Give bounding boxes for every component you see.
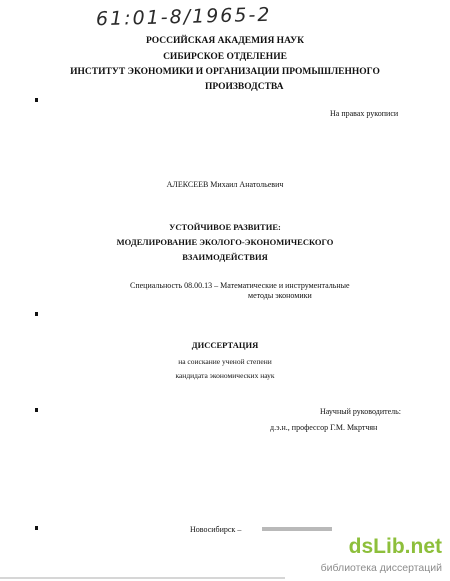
- binding-mark: [35, 312, 38, 316]
- title-line-1: УСТОЙЧИВОЕ РАЗВИТИЕ:: [169, 222, 281, 232]
- specialty-line-1: Специальность 08.00.13 – Математические и инструментальные: [130, 281, 350, 290]
- title-line-3: ВЗАИМОДЕЙСТВИЯ: [182, 252, 268, 262]
- org-institute: ИНСТИТУТ ЭКОНОМИКИ И ОРГАНИЗАЦИИ ПРОМЫШЛЕННОГО: [70, 67, 380, 77]
- org-branch: СИБИРСКОЕ ОТДЕЛЕНИЕ: [163, 52, 287, 62]
- supervisor-label: Научный руководитель:: [320, 407, 402, 416]
- city-year: Новосибирск –: [190, 525, 242, 534]
- supervisor-name: д.э.н., профессор Г.М. Мкртчян: [270, 423, 378, 432]
- binding-mark: [35, 98, 38, 102]
- org-academy: РОССИЙСКАЯ АКАДЕМИЯ НАУК: [146, 36, 304, 46]
- org-institute-cont: ПРОИЗВОДСТВА: [205, 82, 284, 92]
- watermark-logo: dsLib.net: [348, 535, 442, 558]
- specialty-block: [130, 281, 350, 301]
- archive-code: 61:01-8/1965-2: [95, 3, 272, 31]
- watermark-tagline: библиотека диссертаций: [320, 562, 442, 574]
- scan-edge: [0, 577, 285, 579]
- author-name: АЛЕКСЕЕВ Михаил Анатольевич: [166, 180, 284, 189]
- dissertation-heading: ДИССЕРТАЦИЯ: [191, 340, 259, 350]
- degree-line-2: кандидата экономических наук: [175, 371, 275, 380]
- title-line-2: МОДЕЛИРОВАНИЕ ЭКОЛОГО-ЭКОНОМИЧЕСКОГО: [116, 237, 334, 247]
- binding-mark: [35, 526, 38, 530]
- degree-line-1: на соискание ученой степени: [178, 357, 272, 366]
- redacted-year-mark: [262, 527, 332, 531]
- specialty-line-2: методы экономики: [248, 291, 312, 300]
- binding-mark: [35, 408, 38, 412]
- watermark: [288, 535, 448, 579]
- rights-note: На правах рукописи: [330, 109, 399, 118]
